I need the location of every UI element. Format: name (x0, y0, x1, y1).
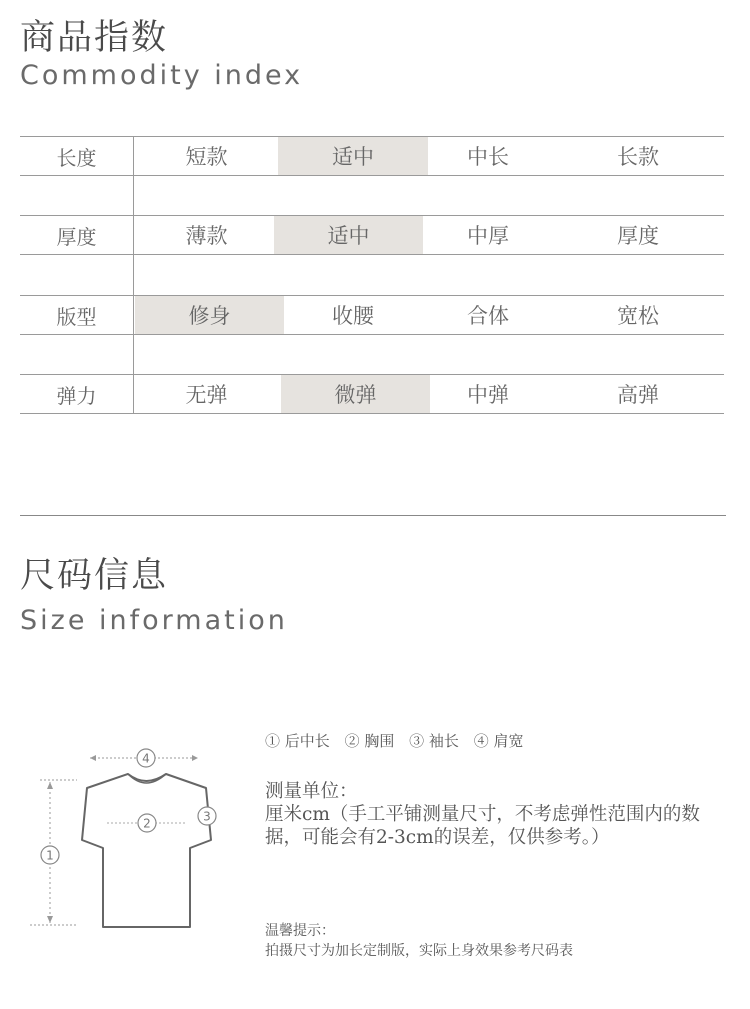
legend-item: ③ 袖长 (409, 732, 459, 750)
option-cell: 短款 (185, 145, 228, 169)
measure-legend (265, 730, 533, 751)
row-label: 长度 (20, 137, 134, 175)
measurement-title: 测量单位： (265, 781, 358, 802)
tshirt-diagram (20, 740, 250, 940)
spacer-label (20, 176, 134, 215)
table-spacer-row (20, 254, 724, 295)
mark-3-label: 3 (203, 809, 211, 824)
mark-2-label: 2 (143, 816, 151, 831)
table-row-length (20, 136, 724, 175)
row-label: 厚度 (20, 216, 134, 254)
option-cell: 薄款 (185, 224, 228, 248)
option-cell: 厚度 (617, 224, 659, 248)
measurement-note (265, 780, 735, 849)
commodity-title-en: Commodity index (20, 60, 304, 91)
table-row-elasticity (20, 374, 724, 414)
tip-text: 拍摄尺寸为加长定制版，实际上身效果参考尺码表 (265, 943, 573, 959)
option-cell: 无弹 (185, 383, 228, 407)
option-cell-selected: 修身 (135, 296, 284, 334)
table-spacer-row (20, 175, 724, 215)
option-cell: 宽松 (617, 304, 659, 328)
spacer-label (20, 335, 134, 374)
spacer-label (20, 255, 134, 295)
size-title-en: Size information (20, 605, 288, 636)
option-cell-selected: 适中 (274, 216, 423, 254)
option-cell: 收腰 (332, 304, 374, 328)
warm-tip (265, 921, 573, 961)
legend-item: ④ 肩宽 (473, 732, 524, 750)
measurement-text: 厘米cm（手工平铺测量尺寸，不考虑弹性范围内的数据，可能会有2-3cm的误差，仅供参考。） (265, 804, 700, 848)
mark-4-label: 4 (142, 751, 150, 766)
option-cell: 长款 (617, 145, 659, 169)
option-cell: 中厚 (467, 224, 509, 248)
tshirt-outline (82, 774, 211, 927)
legend-item: ① 后中长 (265, 732, 330, 750)
size-title-cn: 尺码信息 (20, 556, 169, 596)
section-divider (20, 515, 726, 516)
option-cell-selected: 微弹 (281, 375, 430, 413)
option-cell-selected: 适中 (278, 137, 428, 175)
mark-1-label: 1 (46, 848, 54, 863)
tip-title: 温馨提示： (265, 923, 335, 939)
commodity-title-cn: 商品指数 (20, 18, 169, 58)
table-spacer-row (20, 334, 724, 374)
row-label: 弹力 (20, 375, 134, 413)
option-cell: 中长 (467, 145, 509, 169)
option-cell: 合体 (467, 304, 509, 328)
option-cell: 中弹 (467, 383, 509, 407)
table-row-thickness (20, 215, 724, 254)
option-cell: 高弹 (617, 383, 659, 407)
row-label: 版型 (20, 296, 134, 334)
commodity-index-table (20, 136, 724, 414)
legend-item: ② 胸围 (344, 732, 395, 750)
table-row-fit (20, 295, 724, 334)
